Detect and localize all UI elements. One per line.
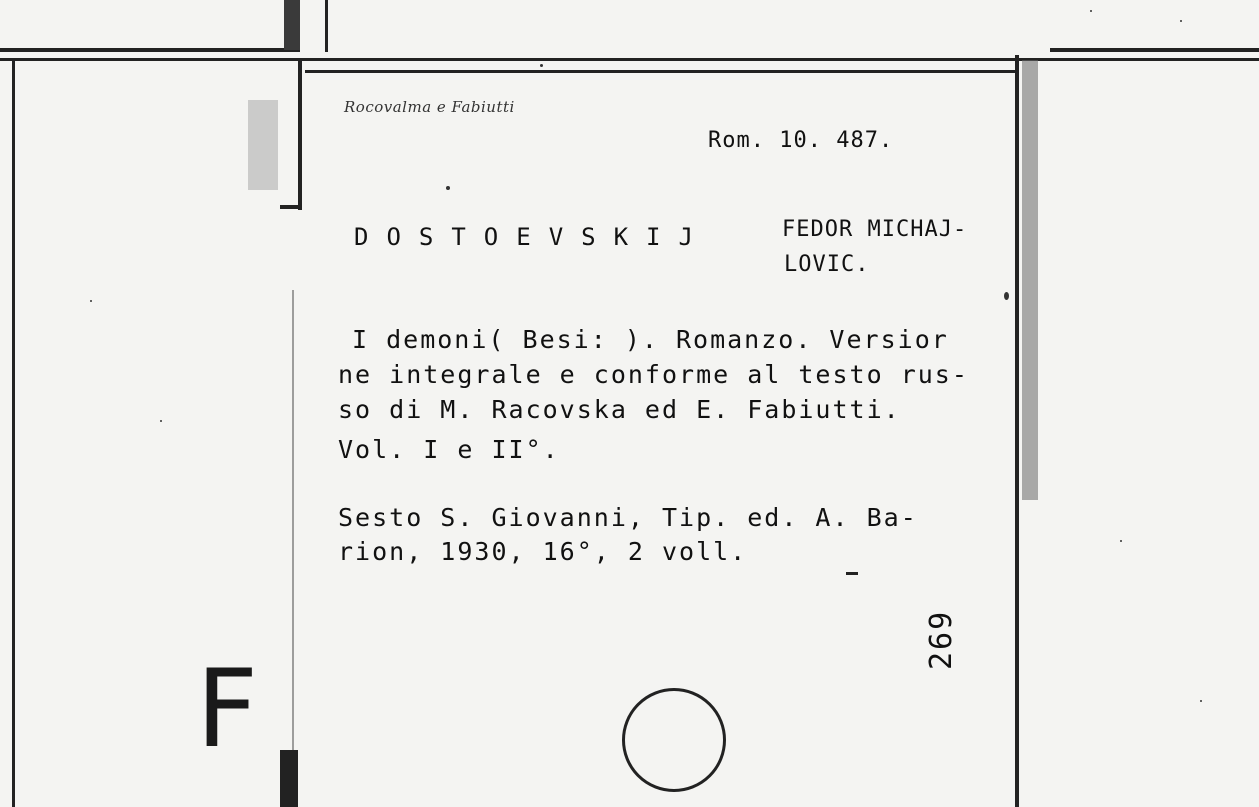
top-edge-line xyxy=(0,48,300,52)
top-left-post xyxy=(284,0,300,50)
description-line: I demoni( Besi: ). Romanzo. Versior xyxy=(352,325,949,354)
scan-speck xyxy=(446,186,450,190)
scan-speck xyxy=(1120,540,1122,542)
scan-speck xyxy=(90,300,92,302)
author-surname: DOSTOEVSKIJ xyxy=(354,223,711,251)
bottom-left-mark xyxy=(280,750,298,807)
handwritten-note: Rocovalma e Fabiutti xyxy=(344,98,515,116)
imprint-line: Sesto S. Giovanni, Tip. ed. A. Ba- xyxy=(338,503,918,532)
scan-speck xyxy=(1180,20,1182,22)
filing-letter: F xyxy=(196,647,259,772)
top-border-line xyxy=(0,58,1259,61)
card-left-dotted-edge xyxy=(292,290,294,807)
card-left-shade xyxy=(248,100,278,190)
description-line: so di M. Racovska ed E. Fabiutti. xyxy=(338,395,901,424)
scan-speck xyxy=(1090,10,1092,12)
author-given-name-1: FEDOR MICHAJ- xyxy=(782,217,968,242)
left-vertical-rule xyxy=(325,0,328,52)
scan-speck xyxy=(1004,292,1009,300)
description-line: ne integrale e conforme al testo rus- xyxy=(338,360,969,389)
scan-speck xyxy=(540,64,543,67)
card-right-border-shadow xyxy=(1022,60,1038,500)
description-line: Vol. I e II°. xyxy=(338,435,560,464)
call-number: Rom. 10. 487. xyxy=(708,128,894,153)
imprint-line: rion, 1930, 16°, 2 voll. xyxy=(338,537,748,566)
author-given-name-2: LOVIC. xyxy=(784,252,870,277)
card-punch-hole xyxy=(622,688,726,792)
scan-speck xyxy=(1200,700,1202,702)
left-edge-line xyxy=(12,60,15,807)
top-edge-line-right xyxy=(1050,48,1259,52)
scan-speck xyxy=(160,420,162,422)
stamp-number: 269 xyxy=(924,609,959,670)
card-bracket xyxy=(280,205,302,209)
